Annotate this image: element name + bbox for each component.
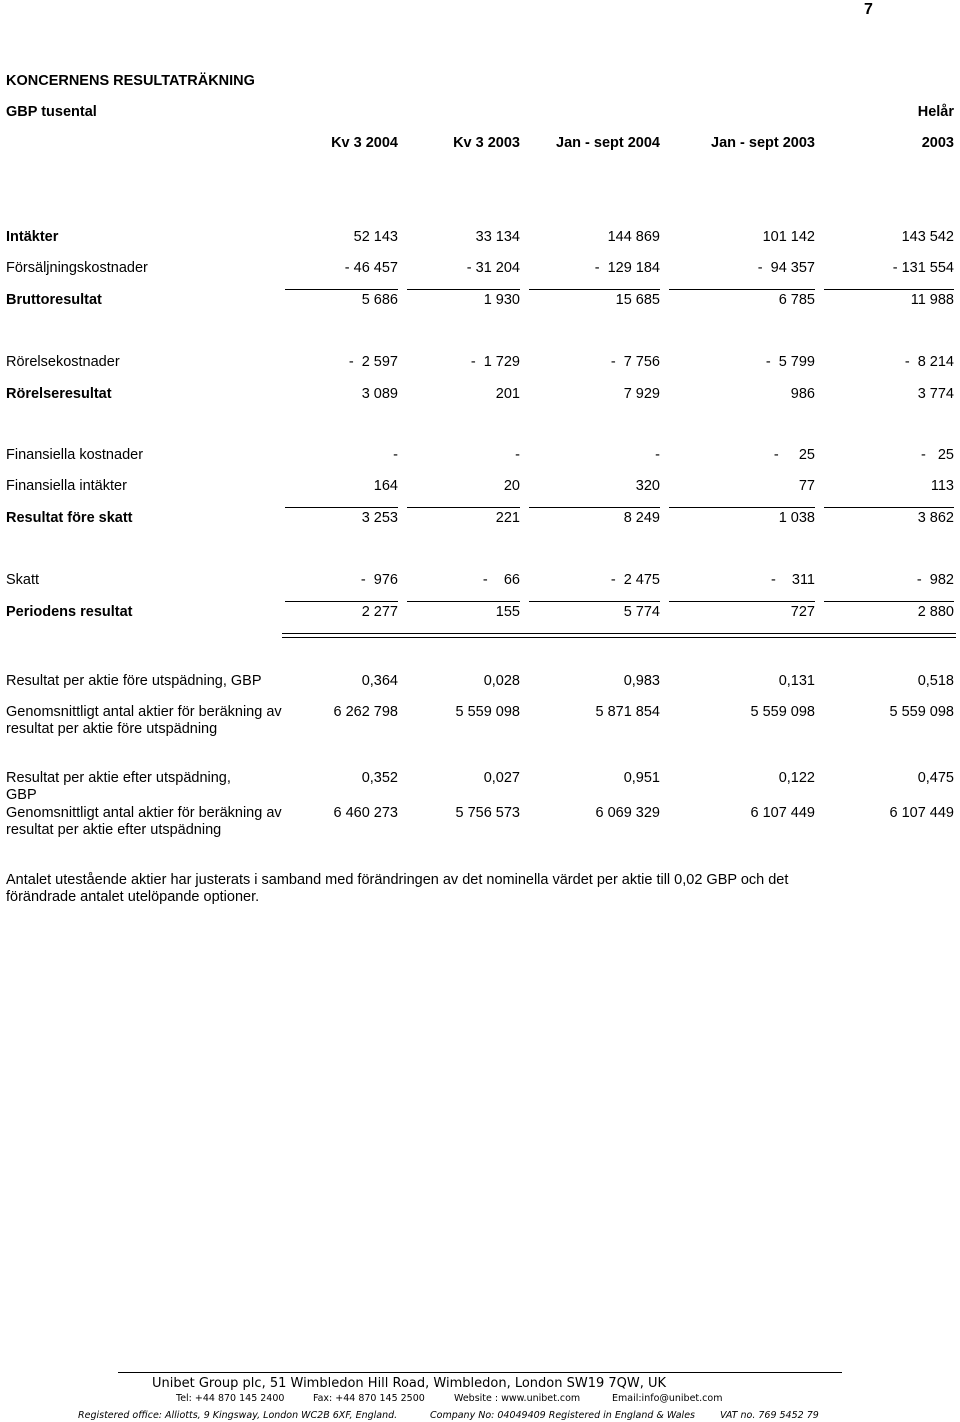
table-cell: 8 249: [623, 510, 660, 526]
row-label: Finansiella intäkter: [6, 478, 127, 494]
table-cell: 201: [495, 386, 520, 402]
table-cell: 0,028: [483, 673, 520, 689]
table-cell: 320: [635, 478, 660, 494]
table-cell: 20: [503, 478, 520, 494]
subtotal-rule: [529, 507, 660, 508]
footer-vat-number: VAT no. 769 5452 79: [720, 1410, 819, 1421]
table-cell: 2 880: [917, 604, 954, 620]
table-cell: 0,131: [778, 673, 815, 689]
subtotal-rule: [529, 289, 660, 290]
table-cell: 6 107 449: [750, 805, 815, 821]
table-cell: 0,518: [917, 673, 954, 689]
page-number: 7: [864, 1, 873, 18]
subtotal-rule: [669, 507, 815, 508]
subtotal-rule: [824, 289, 954, 290]
table-cell: 1 038: [778, 510, 815, 526]
table-cell: 0,122: [778, 770, 815, 786]
table-cell: 221: [495, 510, 520, 526]
table-cell: 143 542: [901, 229, 954, 245]
table-cell: - 94 357: [757, 260, 815, 276]
table-cell: 0,475: [917, 770, 954, 786]
column-header: Kv 3 2003: [453, 135, 520, 151]
table-cell: 7 929: [623, 386, 660, 402]
table-cell: 986: [790, 386, 815, 402]
table-cell: 33 134: [475, 229, 520, 245]
row-label: Försäljningskostnader: [6, 260, 148, 276]
table-cell: - 2 597: [348, 354, 398, 370]
footnote-text: Antalet utestående aktier har justerats i samband med förändringen av det nominella värdet per aktie till 0,02 GBP och det förändrade antalet utelöpande optioner.: [6, 872, 789, 905]
table-cell: 6 107 449: [889, 805, 954, 821]
table-cell: - 1 729: [470, 354, 520, 370]
column-header: Kv 3 2004: [331, 135, 398, 151]
table-cell: - 5 799: [765, 354, 815, 370]
subtotal-rule: [669, 601, 815, 602]
footer-company-address: Unibet Group plc, 51 Wimbledon Hill Road, Wimbledon, London SW19 7QW, UK: [152, 1376, 667, 1391]
row-label: Resultat före skatt: [6, 510, 133, 526]
subtotal-rule: [669, 289, 815, 290]
column-header: 2003: [921, 135, 954, 151]
table-cell: 0,027: [483, 770, 520, 786]
subtotal-rule: [824, 507, 954, 508]
table-cell: - 131 554: [892, 260, 954, 276]
total-double-rule: [282, 637, 956, 638]
table-cell: 5 871 854: [595, 704, 660, 720]
subtotal-rule: [824, 601, 954, 602]
table-cell: 5 559 098: [889, 704, 954, 720]
row-label: Rörelseresultat: [6, 386, 112, 402]
table-cell: -: [393, 447, 398, 463]
table-cell: - 8 214: [904, 354, 954, 370]
table-cell: -: [655, 447, 660, 463]
row-label: Resultat per aktie efter utspädning, GBP: [6, 770, 231, 803]
table-cell: 3 862: [917, 510, 954, 526]
table-cell: 77: [798, 478, 815, 494]
subtotal-rule: [285, 601, 398, 602]
table-cell: 144 869: [607, 229, 660, 245]
footer-rule: [118, 1372, 842, 1373]
row-label: Resultat per aktie före utspädning, GBP: [6, 673, 262, 689]
table-cell: 0,983: [623, 673, 660, 689]
row-label: Periodens resultat: [6, 604, 133, 620]
footer-registered-office: Registered office: Alliotts, 9 Kingsway, London WC2B 6XF, England.: [78, 1410, 398, 1421]
table-cell: 3 089: [361, 386, 398, 402]
table-cell: 2 277: [361, 604, 398, 620]
table-cell: - 31 204: [466, 260, 520, 276]
table-cell: 101 142: [762, 229, 815, 245]
subtotal-rule: [407, 289, 520, 290]
table-cell: 6 460 273: [333, 805, 398, 821]
table-cell: 3 253: [361, 510, 398, 526]
table-cell: 5 559 098: [750, 704, 815, 720]
table-cell: 164: [373, 478, 398, 494]
table-cell: 5 774: [623, 604, 660, 620]
page-title: KONCERNENS RESULTATRÄKNING: [6, 73, 255, 89]
table-cell: 0,352: [361, 770, 398, 786]
total-double-rule: [282, 633, 956, 634]
table-cell: - 129 184: [594, 260, 660, 276]
table-cell: 5 559 098: [455, 704, 520, 720]
table-cell: 155: [495, 604, 520, 620]
row-label: Intäkter: [6, 229, 59, 245]
table-cell: 6 785: [778, 292, 815, 308]
column-header: Jan - sept 2004: [556, 135, 660, 151]
table-cell: 0,951: [623, 770, 660, 786]
currency-label: GBP tusental: [6, 104, 97, 120]
table-cell: - 7 756: [610, 354, 660, 370]
subtotal-rule: [529, 601, 660, 602]
table-cell: 727: [790, 604, 815, 620]
table-cell: - 25: [920, 447, 954, 463]
table-cell: 11 988: [910, 292, 954, 308]
table-cell: 15 685: [615, 292, 660, 308]
table-cell: - 982: [916, 572, 954, 588]
table-cell: - 976: [360, 572, 398, 588]
row-label: Rörelsekostnader: [6, 354, 120, 370]
table-cell: 5 686: [361, 292, 398, 308]
table-cell: 6 069 329: [595, 805, 660, 821]
table-cell: 3 774: [917, 386, 954, 402]
table-cell: - 46 457: [344, 260, 398, 276]
row-label: Skatt: [6, 572, 40, 588]
row-label: Bruttoresultat: [6, 292, 102, 308]
table-cell: -: [515, 447, 520, 463]
footer-fax: Fax: +44 870 145 2500: [313, 1393, 425, 1404]
row-label: Genomsnittligt antal aktier för beräkning av resultat per aktie efter utspädning: [6, 805, 282, 838]
subtotal-rule: [285, 289, 398, 290]
subtotal-rule: [285, 507, 398, 508]
column-group-label-full-year: Helår: [917, 104, 954, 120]
table-cell: - 25: [773, 447, 815, 463]
table-cell: 0,364: [361, 673, 398, 689]
row-label: Genomsnittligt antal aktier för beräkning av resultat per aktie före utspädning: [6, 704, 282, 737]
table-cell: 5 756 573: [455, 805, 520, 821]
subtotal-rule: [407, 507, 520, 508]
table-cell: 113: [930, 478, 954, 494]
footer-email: Email:info@unibet.com: [612, 1393, 723, 1404]
table-cell: 6 262 798: [333, 704, 398, 720]
row-label: Finansiella kostnader: [6, 447, 144, 463]
footer-company-number: Company No: 04049409 Registered in England & Wales: [430, 1410, 695, 1421]
column-header: Jan - sept 2003: [711, 135, 815, 151]
footer-website: Website : www.unibet.com: [454, 1393, 581, 1404]
table-cell: 1 930: [483, 292, 520, 308]
table-cell: 52 143: [353, 229, 398, 245]
subtotal-rule: [407, 601, 520, 602]
footer-tel: Tel: +44 870 145 2400: [176, 1393, 285, 1404]
table-cell: - 66: [482, 572, 520, 588]
table-cell: - 311: [770, 572, 815, 588]
table-cell: - 2 475: [610, 572, 660, 588]
